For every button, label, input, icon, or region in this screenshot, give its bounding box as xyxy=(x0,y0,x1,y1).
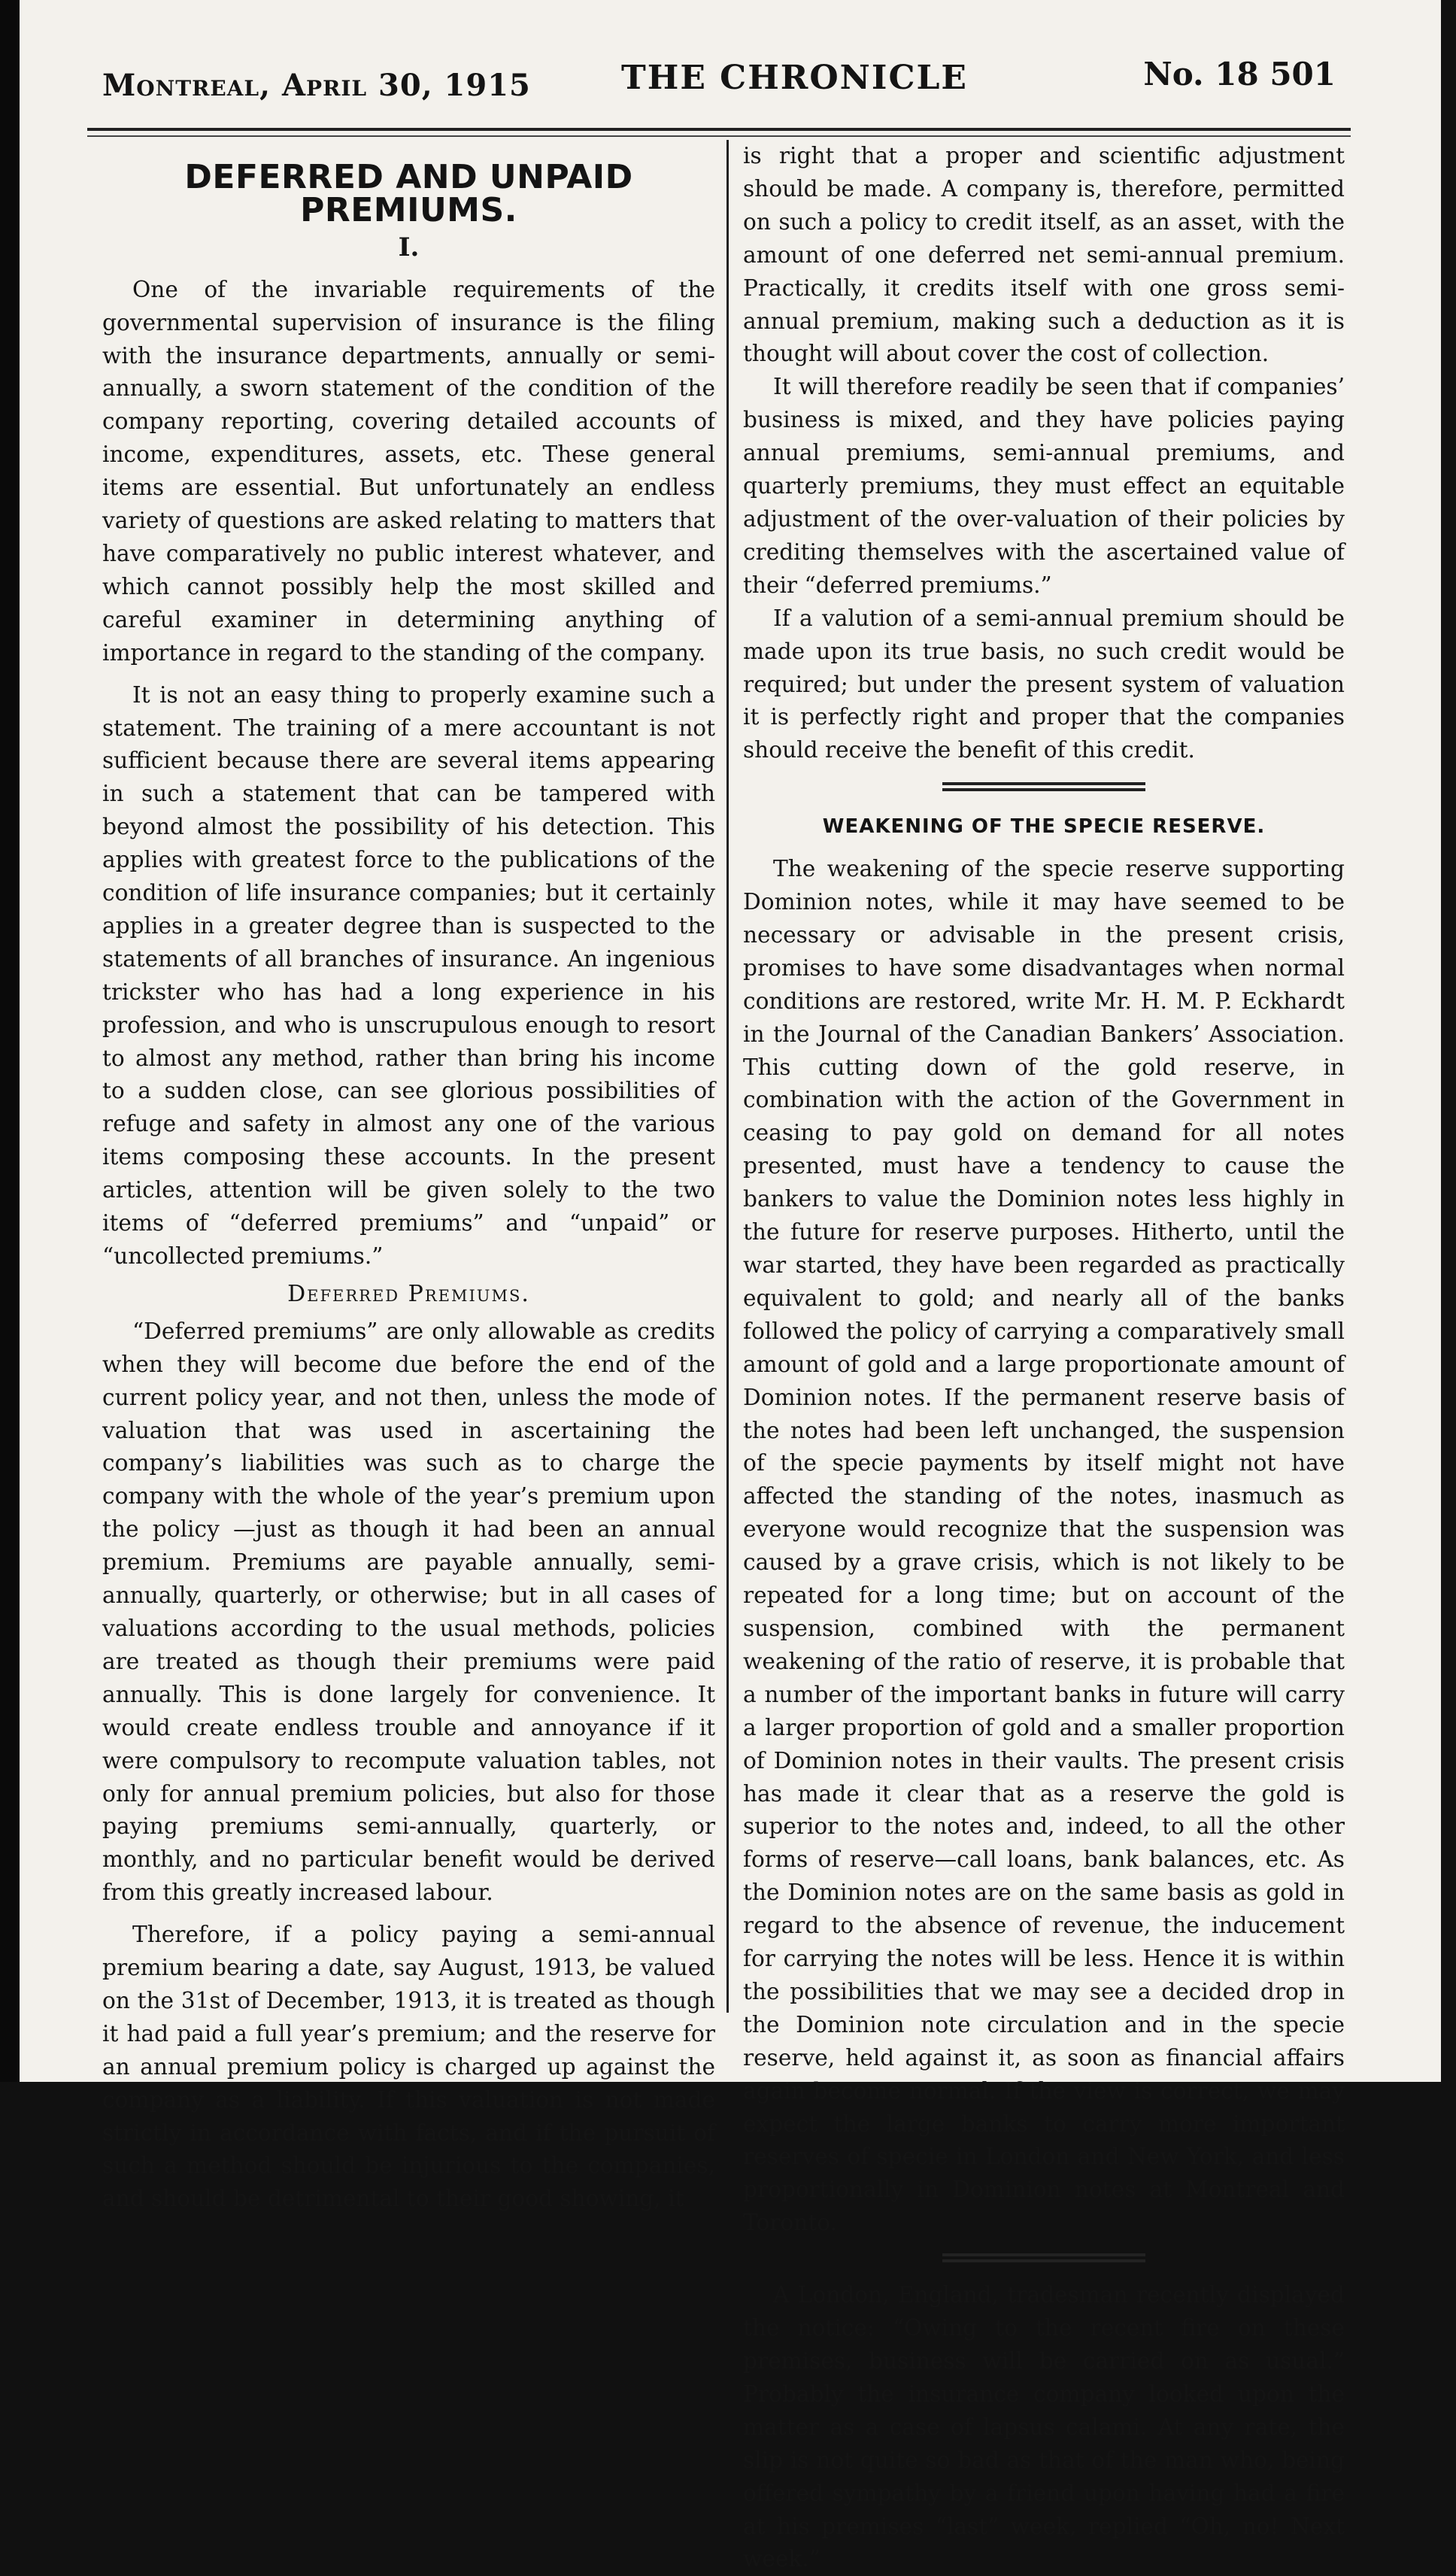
header-issue-page: No. 18 501 xyxy=(1143,56,1336,93)
paragraph-gap xyxy=(102,1910,715,1919)
article-paragraph: If a valution of a semi-annual premium should be made upon its true basis, no such credit would be required; but under the present system of valuation it is perfectly right and proper that the companies should receive the benefit of this credit. xyxy=(743,605,1345,763)
article-paragraph: The weakening of the specie reserve supporting Dominion notes, while it may have seemed to be necessary or advisable in the present crisis, promises to have some disadvantages when normal conditions are restored, write Mr. H. M. P. Eckhardt in the Journal of the Canadian Bankers’ Association. This cutting down of the gold reserve, in combination with the action of the Government in ceasing to pay gold on demand for all notes presented, must have a tendency to cause the bankers to value the Dominion notes less highly in the future for reserve purposes. Hitherto, until the war started, they have been regarded as practically equivalent to gold; and nearly all of the banks followed the policy of carrying a comparatively small amount of gold and a large proportionate amount of Dominion notes. If the permanent reserve basis of the notes had been left unchanged, the suspension of the specie payments by itself might not have affected the standing of the notes, inasmuch as everyone would recognize that the suspension was caused by a grave crisis, which is not likely to be repeated for a long time; but on account of the suspension, combined with the permanent weakening of the ratio of reserve, it is probable that a number of the important banks in future will carry a larger proportion of gold and a smaller proportion of Dominion notes in their vaults. The present crisis has made it clear that as a reserve the gold is superior to the notes and, indeed, to all the other forms of reserve—call loans, bank balances, etc. As the Dominion notes are on the same basis as gold in regard to the absence of revenue, the inducement for carrying the notes will be less. Hence it is within the possibilities that we may see a decided drop in the Dominion note circulation and in the specie reserve, held against it, as soon as financial affairs again become normal. If the view is correct, we may expect the large banks to carry more important reserves of specie in London and New York, and less proportionally in Dominion notes at Montreal and Toronto. xyxy=(743,856,1345,2236)
article-paragraph: “Deferred premiums” are only allowable as credits when they will become due before the end of the current policy year, and not then, unless the mode of valuation that was used in ascertaining the company’s liabilities was such as to charge the company with the whole of the year’s premium upon the policy —just as though it had been an annual premium. Premiums are payable annually, semi-annually, quarterly, or otherwise; but in all cases of valuations according to the usual methods, policies are treated as though their premiums were paid annually. This is done largely for convenience. It would create endless trouble and annoyance if it were compulsory to recompute valuation tables, not only for annual premium policies, but also for those paying premiums semi-annually, quarterly, or monthly, and no particular benefit would be derived from this greatly increased labour. xyxy=(102,1318,715,1906)
header-publication-title: THE CHRONICLE xyxy=(621,59,968,97)
section-subheading: Deferred Premiums. xyxy=(287,1280,530,1307)
scan-border xyxy=(0,0,20,2082)
article-paragraph: One of the invariable requirements of the governmental supervision of insurance is the filing with the insurance departments, annually or semi-annually, a sworn statement of the condition of the company reporting, covering detailed accounts of income, expenditures, assets, etc. These general items are essential. But unfortunately an endless variety of questions are asked relating to matters that have comparatively no public interest whatever, and which cannot possibly help the most skilled and careful examiner in determining anything of importance in regard to the standing of the company. xyxy=(102,276,715,666)
paragraph-gap xyxy=(102,670,715,679)
header-rule-thin xyxy=(87,135,1351,137)
section-divider xyxy=(942,2253,1145,2262)
article-paragraph: Therefore, if a policy paying a semi-annual premium bearing a date, say August, 1913, be valued on the 31st of December, 1913, it is treated as though it had paid a full year’s premium; and the reserve for an annual premium policy is charged up against the company as a liability. If this valuation is not made strictly in accordance with facts, and if the pursuit of such a method should be injurious to the companies, and should be detrimental to their good showing, it xyxy=(102,1922,715,2212)
article-paragraph: It will therefore readily be seen that if companies’ business is mixed, and they have policies paying annual premiums, semi-annual premiums, and quarterly premiums, they must effect an equitable adjustment of the over-valuation of their policies by crediting themselves with the ascertained value of their “deferred premiums.” xyxy=(743,374,1345,598)
page-header xyxy=(80,54,1351,114)
article-title: DEFERRED AND UNPAID PREMIUMS. xyxy=(184,158,633,229)
article-paragraph-continued: is right that a proper and scientific adjustment should be made. A company is, therefore, permitted on such a policy to credit itself, as an asset, with the amount of one deferred net semi-annual premium. Practically, it credits itself with one gross semi-annual premium, making such a deduction as it is thought will about cover the cost of collection. xyxy=(743,143,1345,367)
article-paragraph: It is not an easy thing to properly examine such a statement. The training of a mere accountant is not sufficient because there are several items appearing in such a statement that can be tampered with beyond almost the possibility of his detection. This applies with greatest force to the publications of the condition of life insurance companies; but it certainly applies in a greater degree than is suspected to the statements of all branches of insurance. An ingenious trickster who has had a long experience in his profession, and who is unscrupulous enough to resort to almost any method, rather than bring his income to a sudden close, can see glorious possibilities of refuge and safety in almost any one of the various items composing these accounts. In the present articles, attention will be given solely to the two items of “deferred premiums” and “unpaid” or “uncollected premiums.” xyxy=(102,681,715,1269)
article-part-number: I. xyxy=(398,232,420,262)
article-title: WEAKENING OF THE SPECIE RESERVE. xyxy=(822,815,1266,839)
header-dateline: Montreal, April 30, 1915 xyxy=(102,68,531,103)
newspaper-page xyxy=(20,0,1441,2572)
header-rule xyxy=(87,128,1351,131)
section-divider xyxy=(942,782,1145,791)
article-paragraph: A London, England, tradesman recently displayed the notice: “Owing to the recent fire on these premises, business will be carried on as usual.” Probably the insurance company looked upon the matter as a case of lapsus calami. At any rate, the slip is not quite so bad as that of the man who, being offered sympathy by a friend upon having had a fire at his premises “last” week, replied “Oh, no! Next week.” xyxy=(743,2282,1345,2572)
right-column xyxy=(743,140,1345,2576)
left-column xyxy=(102,140,715,2216)
column-divider xyxy=(726,140,729,2013)
